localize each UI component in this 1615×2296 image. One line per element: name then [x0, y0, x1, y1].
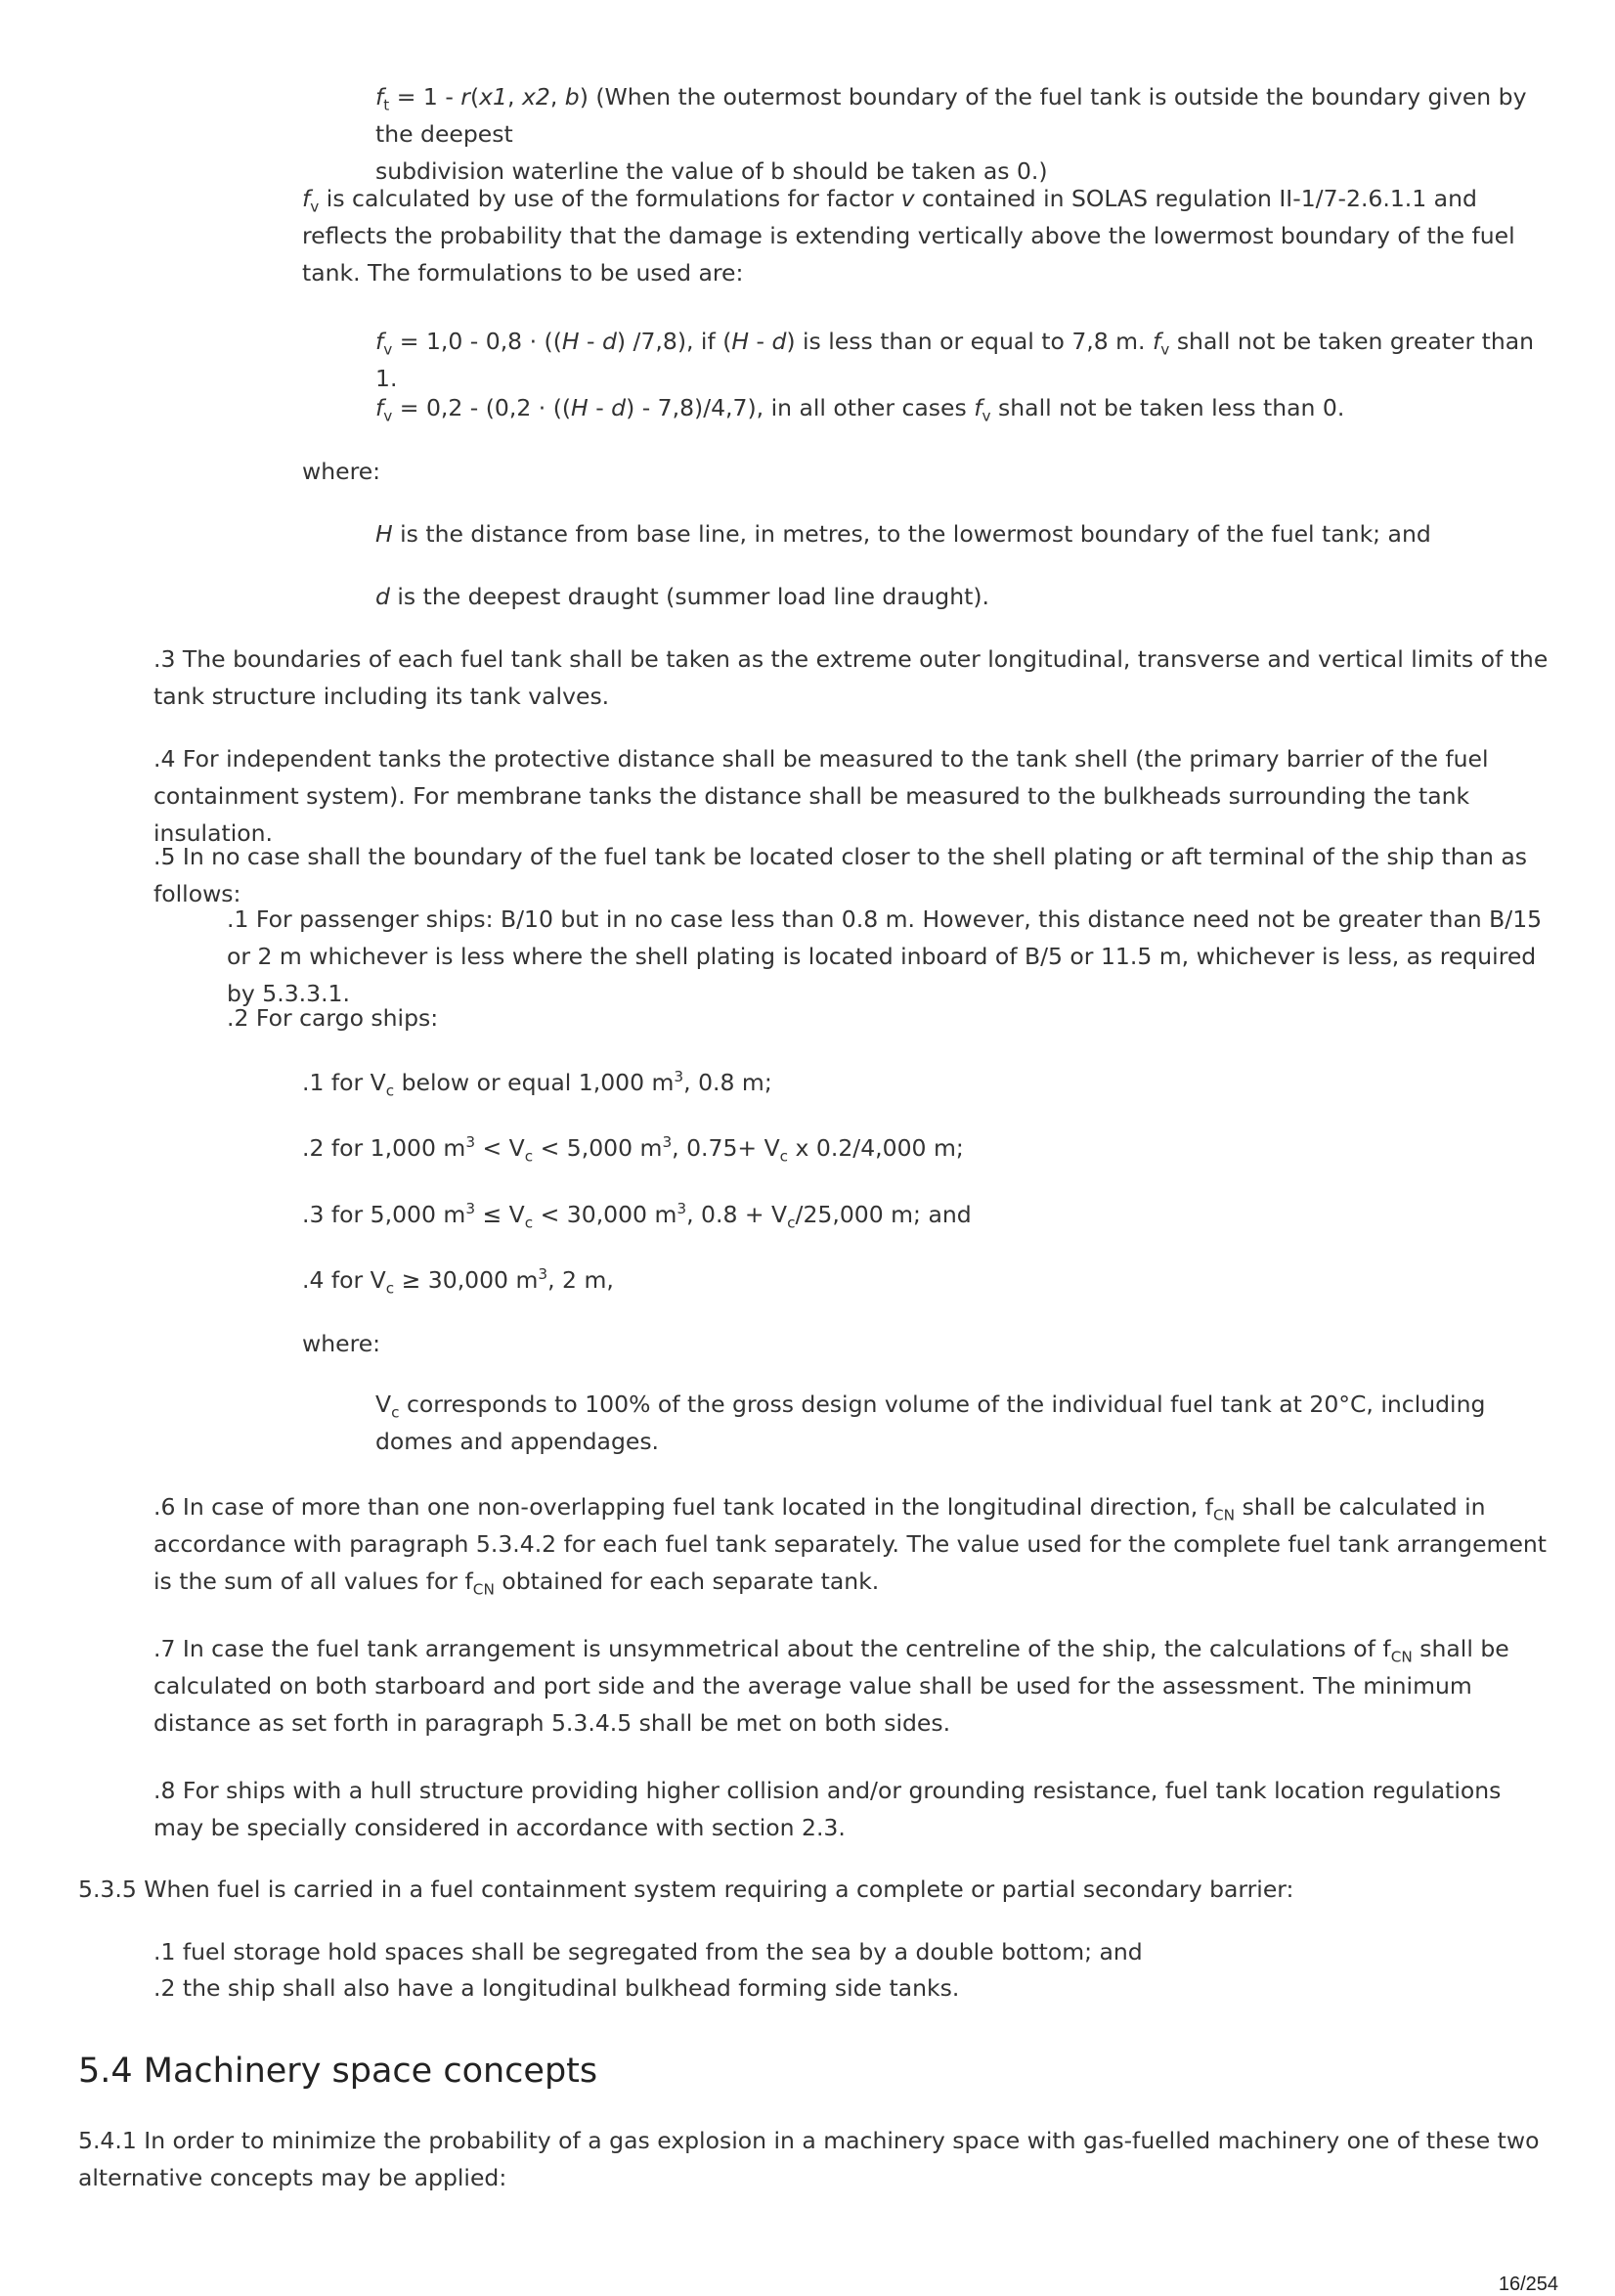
paragraph-8: .8 For ships with a hull structure providing higher collision and/or grounding resistance, fuel tank location regulations may be specially considered in accordance with section 2.3.	[153, 1777, 1502, 1841]
section-5-4-1: 5.4.1 In order to minimize the probability of a gas explosion in a machinery space with gas-fuelled machinery one of these two alternative concepts may be applied:	[78, 2127, 1540, 2191]
fv-formula-1: $f_v = 1,0 - 0,8 \cdot ((H - d)$ /7,8), if (H - d) is less than or equal to 7,8 m. $f_v$ shall not be taken greater than 1.	[375, 328, 1535, 392]
definition-H: H is the distance from base line, in metres, to the lowermost boundary of the fuel tank; and	[375, 520, 1431, 548]
paragraph-3: .3 The boundaries of each fuel tank shall be taken as the extreme outer longitudinal, transverse and vertical limits of the tank structure including its tank valves.	[153, 645, 1549, 710]
cargo-item-4: .4 for $V_c \ge 30,000$ $m^3$, 2 m,	[302, 1265, 614, 1298]
section-5-3-5-item-2: .2 the ship shall also have a longitudinal bulkhead forming side tanks.	[153, 1974, 960, 2002]
cargo-item-3: .3 for 5,000 $m^3 \le V_c < 30,000$ $m^3$, $0.8 + V_c/25,000$ m; and	[302, 1200, 972, 1232]
ft-formula: $f_t = 1 - r(x1$, x2, b) (When the outermost boundary of the fuel tank is outside the boundary given by the deepest subdivision waterline the value of b should be taken as 0.)	[375, 83, 1527, 185]
page-number: 16/254	[1498, 2274, 1558, 2295]
definition-Vc: $V_c$ corresponds to 100% of the gross design volume of the individual fuel tank at 20°C, including domes and appendages.	[375, 1391, 1486, 1455]
definition-d: d is the deepest draught (summer load line draught).	[375, 583, 989, 610]
where-label-2: where:	[302, 1330, 381, 1357]
fv-intro: $f_v$ is calculated by use of the formulations for factor v contained in SOLAS regulation II-1/7-2.6.1.1 and reflects the probability that the damage is extending vertically above the lowermost boundary of the fuel tank. The formulations to be used are:	[302, 185, 1515, 287]
cargo-item-1: .1 for $V_c$ below or equal 1,000 $m^3$, 0.8 m;	[302, 1068, 772, 1100]
paragraph-5-1: .1 For passenger ships: B/10 but in no case less than 0.8 m. However, this distance need not be greater than B/15 or 2 m whichever is less where the shell plating is located inboard of B/5 or 11.5 m, whichever is less, as required by 5.3.3.1.	[227, 905, 1543, 1007]
fv-formula-2: $f_v = 0,2 - (0,2 \cdot ((H - d) - 7,8)/4,7)$, in all other cases $f_v$ shall not be taken less than 0.	[375, 394, 1345, 425]
cargo-item-2: .2 for 1,000 $m^3 < V_c < 5,000$ $m^3$, $0.75+ V_c$ x 0.2/4,000 m;	[302, 1133, 964, 1166]
section-5-3-5: 5.3.5 When fuel is carried in a fuel containment system requiring a complete or partial secondary barrier:	[78, 1876, 1294, 1903]
paragraph-5-2: .2 For cargo ships:	[227, 1004, 439, 1032]
paragraph-4: .4 For independent tanks the protective distance shall be measured to the tank shell (the primary barrier of the fuel containment system). For membrane tanks the distance shall be measured to the bulkheads surrounding the tank insulation.	[153, 745, 1489, 847]
where-label-1: where:	[302, 458, 381, 485]
section-5-3-5-item-1: .1 fuel storage hold spaces shall be segregated from the sea by a double bottom; and	[153, 1938, 1143, 1965]
paragraph-5: .5 In no case shall the boundary of the fuel tank be located closer to the shell plating or aft terminal of the ship than as follows:	[153, 843, 1528, 907]
paragraph-6: .6 In case of more than one non-overlapping fuel tank located in the longitudinal direction, $f_{CN}$ shall be calculated in accordance with paragraph 5.3.4.2 for each fuel tank separately. The value used for the complete fuel tank arrangement is the sum of all values for $f_{CN}$ obtained for each separate tank.	[153, 1493, 1548, 1599]
paragraph-7: .7 In case the fuel tank arrangement is unsymmetrical about the centreline of the ship, the calculations of $f_{CN}$ shall be calculated on both starboard and port side and the average value shall be used for the assessment. The minimum distance as set forth in paragraph 5.3.4.5 shall be met on both sides.	[153, 1635, 1509, 1737]
section-heading: 5.4 Machinery space concepts	[78, 2052, 598, 2091]
